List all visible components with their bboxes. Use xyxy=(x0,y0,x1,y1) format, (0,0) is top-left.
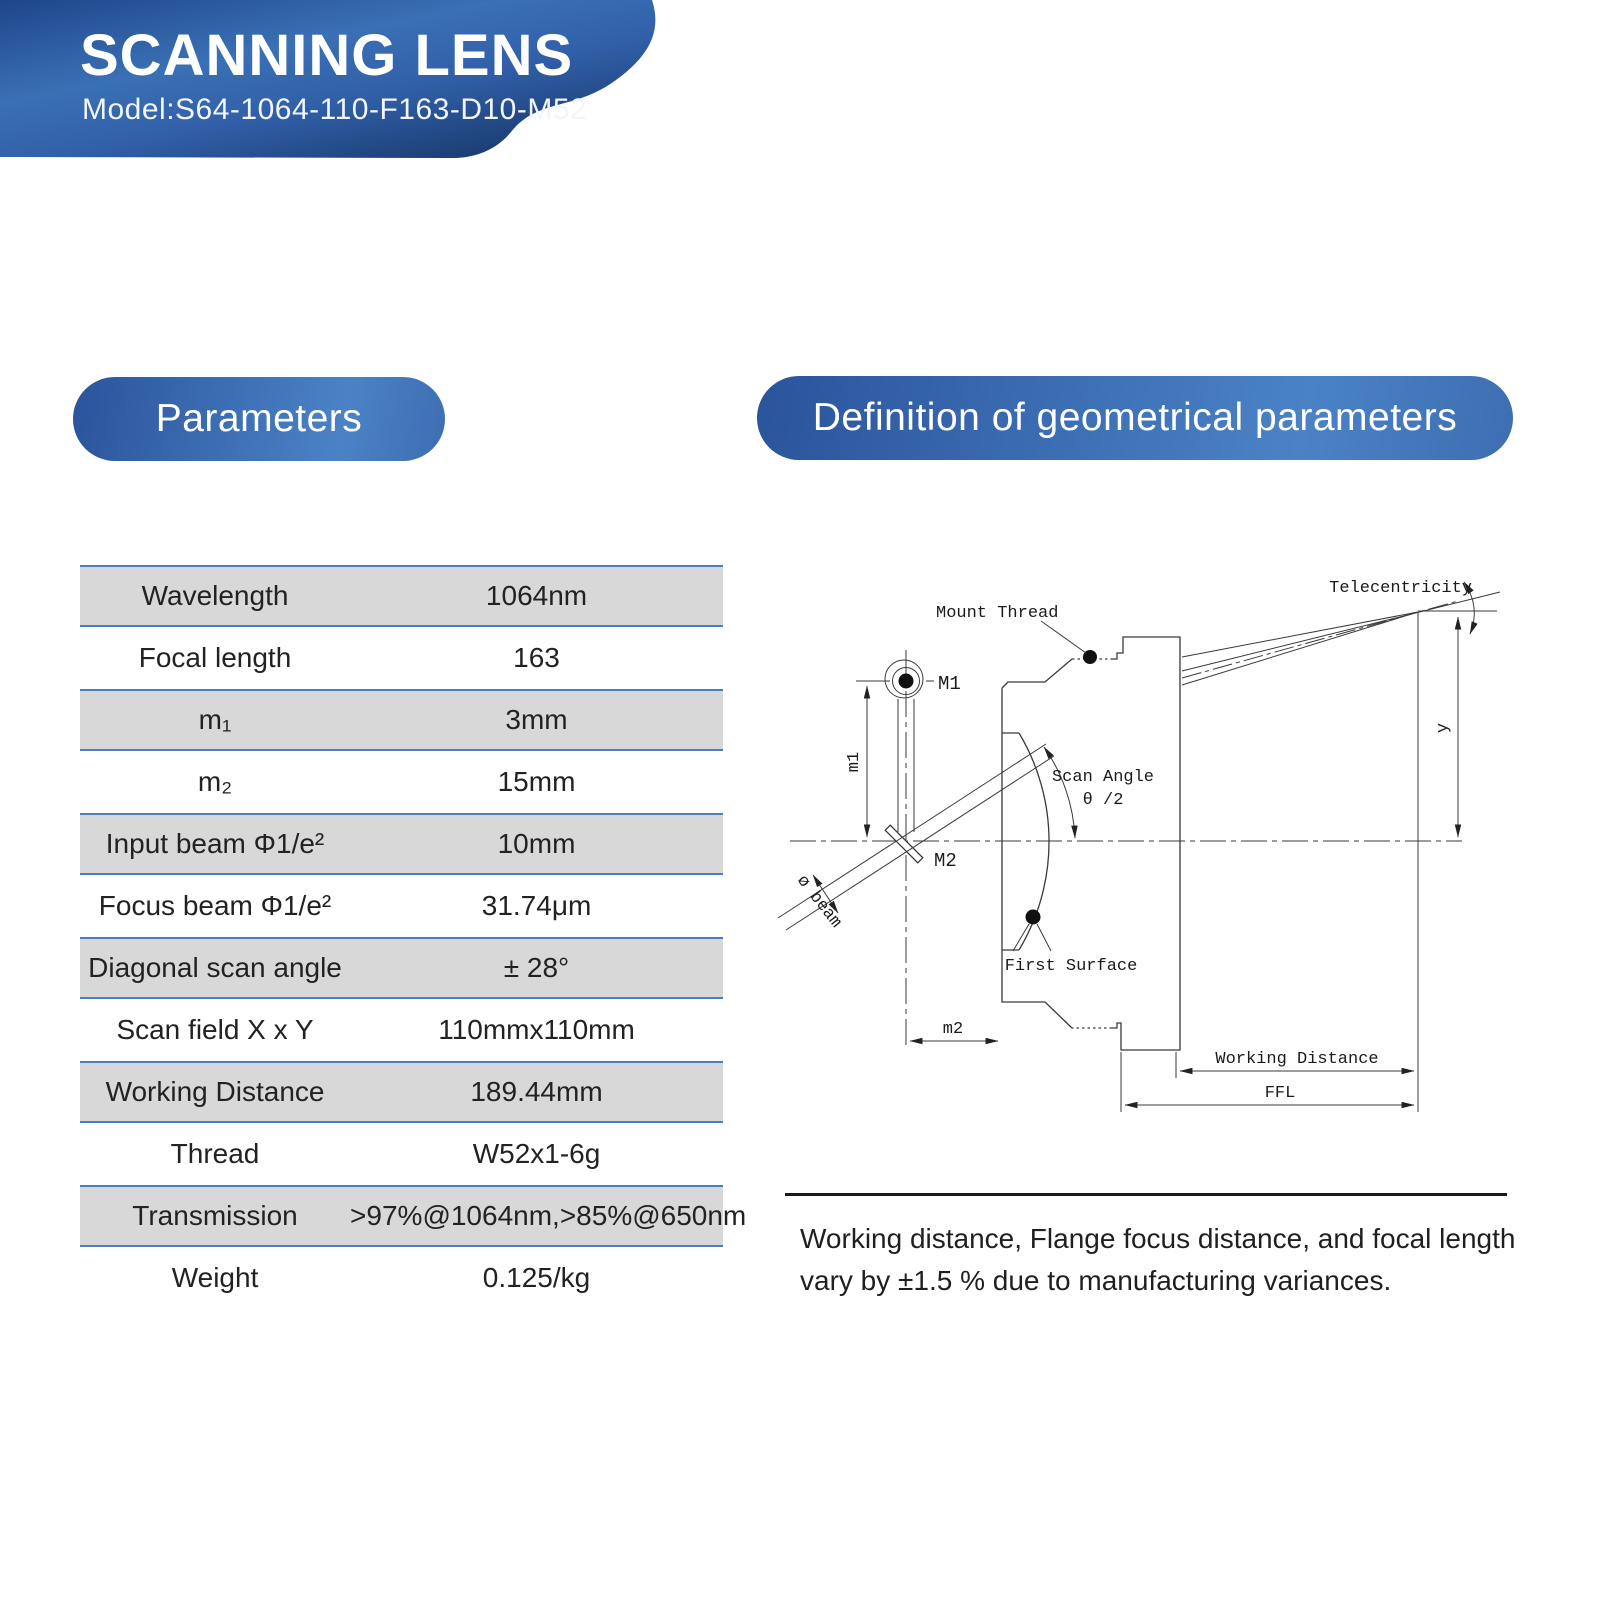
beam-diameter-label: ø beam xyxy=(792,871,845,932)
parameter-value: 3mm xyxy=(505,704,568,735)
lens-housing xyxy=(1002,637,1180,1050)
definition-section-label: Definition of geometrical parameters xyxy=(812,396,1458,439)
input-beam xyxy=(778,744,1054,932)
parameter-name: Transmission xyxy=(132,1200,298,1231)
parameter-name: Scan field X x Y xyxy=(116,1014,314,1045)
table-row xyxy=(80,689,723,751)
table-row xyxy=(80,751,723,813)
parameter-value: 0.125/kg xyxy=(482,1262,591,1293)
parameter-value: 10mm xyxy=(497,828,576,859)
parameter-name: Working Distance xyxy=(105,1076,325,1107)
table-row xyxy=(80,1123,723,1185)
header-banner xyxy=(0,0,700,180)
working-distance-dimension xyxy=(1176,1050,1414,1078)
parameter-value: 189.44mm xyxy=(470,1076,603,1107)
table-row xyxy=(80,875,723,937)
parameter-value: 15mm xyxy=(497,766,576,797)
parameter-name: m₁ xyxy=(198,704,232,735)
table-row xyxy=(80,565,723,627)
parameter-name: Focus beam Φ1/e² xyxy=(98,890,332,921)
parameters-section-label: Parameters xyxy=(155,397,363,440)
table-row xyxy=(80,627,723,689)
lens-diagram xyxy=(755,540,1545,1240)
m2-dimension-label: m2 xyxy=(942,1020,964,1039)
scan-angle-value: θ /2 xyxy=(1082,791,1124,810)
tolerance-note: Working distance, Flange focus distance, and focal length vary by ±1.5 % due to manufacturing variances. xyxy=(800,1223,1516,1296)
parameter-name: Focal length xyxy=(138,642,292,673)
first-surface-label: First Surface xyxy=(1004,957,1138,976)
working-distance-label: Working Distance xyxy=(1215,1050,1379,1069)
scan-angle xyxy=(1044,747,1154,838)
table-row xyxy=(80,1247,723,1309)
parameters-table xyxy=(80,565,747,1309)
first-surface-callout xyxy=(1005,910,1138,977)
parameter-value: 1064nm xyxy=(485,580,588,611)
m2-dimension xyxy=(910,1020,998,1041)
parameter-value: >97%@1064nm,>85%@650nm xyxy=(350,1200,747,1231)
telecentricity-group xyxy=(1329,579,1497,1112)
m1-dimension xyxy=(845,686,867,837)
page-title: SCANNING LENS xyxy=(80,23,574,88)
scan-angle-label: Scan Angle xyxy=(1051,768,1155,787)
y-dimension xyxy=(1434,617,1458,837)
table-row xyxy=(80,1185,747,1247)
parameter-name: Wavelength xyxy=(141,580,289,611)
parameter-name: Input beam Φ1/e² xyxy=(105,828,325,859)
table-row xyxy=(80,813,723,875)
telecentricity-label: Telecentricity xyxy=(1329,579,1472,598)
definition-section-header xyxy=(757,376,1513,460)
parameter-value: 110mmx110mm xyxy=(438,1014,635,1045)
parameter-name: m₂ xyxy=(197,766,233,797)
table-row xyxy=(80,937,723,999)
ffl-label: FFL xyxy=(1264,1084,1296,1103)
m1-mirror-symbol xyxy=(856,660,961,698)
table-row xyxy=(80,1061,723,1123)
m2-mirror-symbol xyxy=(885,825,957,872)
note-separator xyxy=(785,1193,1507,1196)
parameter-value: W52x1-6g xyxy=(472,1138,601,1169)
parameter-name: Weight xyxy=(171,1262,259,1293)
parameter-name: Diagonal scan angle xyxy=(88,952,342,983)
m1-dimension-label: m1 xyxy=(845,751,864,773)
m2-label: M2 xyxy=(934,850,957,872)
parameter-value: 31.74μm xyxy=(481,890,592,921)
parameter-value: 163 xyxy=(513,642,560,673)
parameter-value: ± 28° xyxy=(503,952,570,983)
mount-thread-label: Mount Thread xyxy=(936,604,1059,623)
mount-thread-callout xyxy=(936,604,1097,664)
parameters-section-header xyxy=(73,377,445,461)
model-number: Model:S64-1064-110-F163-D10-M52 xyxy=(82,93,588,126)
parameter-name: Thread xyxy=(170,1138,260,1169)
m1-label: M1 xyxy=(938,673,961,695)
exit-rays xyxy=(1182,592,1500,685)
table-row xyxy=(80,999,723,1061)
y-dimension-label: y xyxy=(1434,722,1453,734)
